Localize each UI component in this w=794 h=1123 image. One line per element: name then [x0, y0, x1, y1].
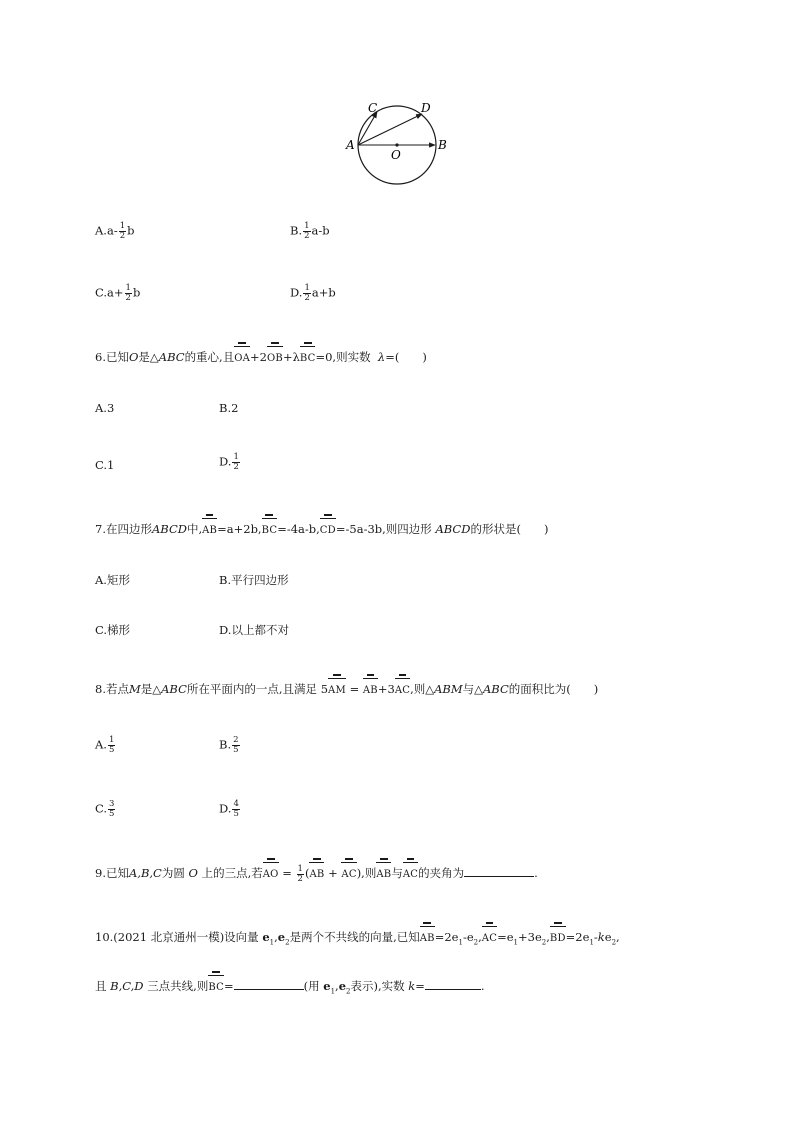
q7-option-d[interactable]: D.以上都不对: [219, 623, 289, 637]
answer-blank[interactable]: [464, 865, 534, 877]
q8-option-c[interactable]: C. $\frac{3}{5}$: [95, 799, 115, 819]
question-10-line-2: 且 B,C,D 三点共线,则BC= (用 $e_1,e_2$表示),实数 k= .: [95, 975, 485, 999]
vec-ab-2: AB: [376, 862, 391, 883]
vec-ab: AB: [309, 862, 324, 883]
question-7: 7.在四边形ABCD中,AB=a+2b,BC=-4a-b,CD=-5a-3b,则四边形 ABCD的形状是( ): [95, 518, 548, 539]
q6-option-b[interactable]: B.2: [219, 401, 239, 415]
circle-vector-figure: [340, 95, 460, 195]
q5-option-d[interactable]: D. $\frac{1}{2}$ a+b: [290, 283, 336, 303]
q7-option-c[interactable]: C.梯形: [95, 623, 131, 637]
q8-option-d[interactable]: D. $\frac{4}{5}$: [219, 799, 239, 819]
q8-option-b[interactable]: B. $\frac{2}{5}$: [219, 735, 239, 755]
question-9: 9.已知A,B,C为圆 O 上的三点,若AO = $\frac{1}{2}$ (AB + AC),则AB与AC的夹角为 .: [95, 863, 538, 884]
center-point: [395, 143, 398, 146]
vec-ab: AB: [420, 926, 435, 947]
label-o: O: [391, 148, 401, 162]
vec-bc: BC: [208, 975, 224, 996]
vec-ac-2: AC: [403, 862, 418, 883]
q5-option-c[interactable]: C.a+ $\frac{1}{2}$ b: [95, 283, 141, 303]
vec-ob: OB: [267, 346, 283, 367]
label-a: A: [346, 138, 355, 152]
answer-blank-k[interactable]: [425, 978, 481, 990]
vec-am: AM: [328, 678, 346, 699]
vec-ac: AC: [341, 862, 356, 883]
vec-cd: CD: [320, 518, 336, 539]
label-b: B: [438, 138, 447, 152]
question-10-line-1: 10.(2021 北京通州一模)设向量 $e_1,e_2$是两个不共线的向量,已知$AB=2e_1-e_2,AC=e_1+3e_2,BD=2e_1-ke_2$,: [95, 926, 620, 950]
label-d: D: [421, 101, 431, 115]
vec-bc: BC: [262, 518, 278, 539]
q8-option-a[interactable]: A. $\frac{1}{5}$: [95, 735, 115, 755]
q7-option-a[interactable]: A.矩形: [95, 573, 130, 587]
question-8: 8.若点M是△ABC所在平面内的一点,且满足 5AM = AB+3AC,则△ABM与△ABC的面积比为( ): [95, 678, 598, 699]
vec-oa: OA: [234, 346, 250, 367]
vec-ao: AO: [263, 862, 279, 883]
vec-bc: BC: [300, 346, 316, 367]
q5-option-b[interactable]: B. $\frac{1}{2}$ a-b: [290, 221, 330, 241]
vec-ac: AC: [482, 926, 497, 947]
q5-option-a[interactable]: A.a- $\frac{1}{2}$ b: [95, 221, 135, 241]
q6-option-a[interactable]: A.3: [95, 401, 115, 415]
vec-ac: AC: [395, 678, 410, 699]
vec-bd: BD: [550, 926, 566, 947]
vec-ab: AB: [202, 518, 217, 539]
answer-blank-bc[interactable]: [234, 978, 304, 990]
q6-option-c[interactable]: C.1: [95, 458, 115, 472]
label-c: C: [368, 101, 378, 115]
question-6: 6.已知O是△ABC的重心,且OA+2OB+λBC=0,则实数 λ=( ): [95, 346, 427, 367]
q7-option-b[interactable]: B.平行四边形: [219, 573, 289, 587]
vec-ab: AB: [363, 678, 378, 699]
q6-option-d[interactable]: D. $\frac{1}{2}$: [219, 452, 239, 472]
